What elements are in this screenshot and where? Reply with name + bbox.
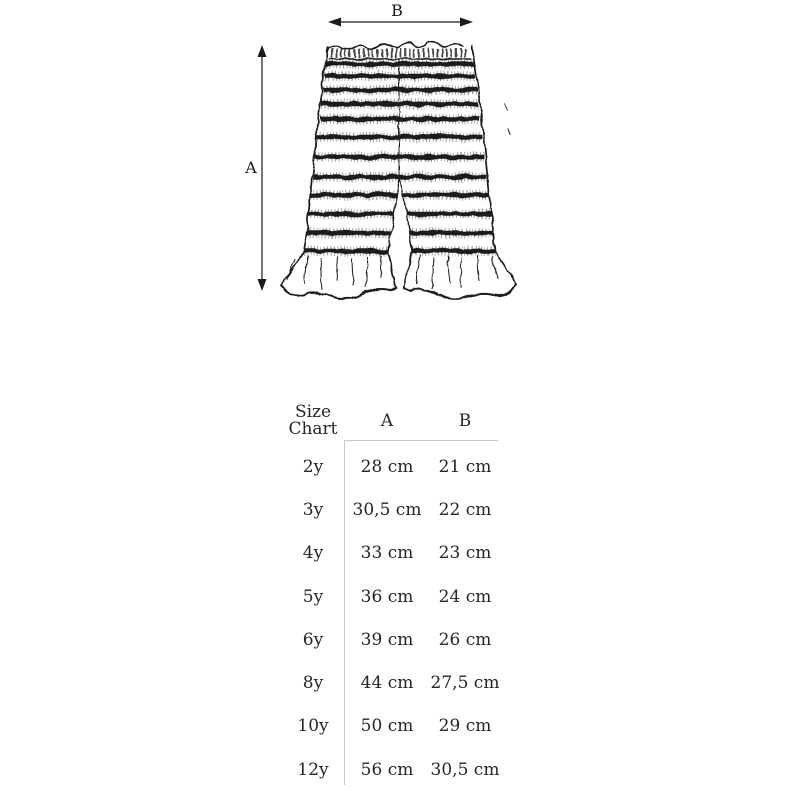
pants-illustration: [281, 42, 516, 299]
size-label: 4y: [302, 543, 324, 564]
size-label: 12y: [297, 759, 329, 780]
measure-a: 30,5 cm: [352, 499, 422, 520]
dimension-label-a: A: [245, 158, 257, 177]
pants-outline-right: [472, 46, 495, 251]
dimension-arrow-a: [258, 45, 267, 291]
measure-b: 21 cm: [438, 456, 492, 477]
column-header-b: B: [458, 411, 472, 431]
size-label: 10y: [297, 716, 329, 737]
measure-b: 24 cm: [438, 586, 492, 607]
measure-b: 23 cm: [438, 543, 492, 564]
measure-b: 29 cm: [438, 716, 492, 737]
measure-b: 22 cm: [438, 499, 492, 520]
table-row: [280, 661, 502, 704]
size-chart-title-line2: Chart: [288, 419, 338, 439]
table-row: [280, 532, 502, 575]
size-label: 5y: [302, 586, 324, 607]
measure-a: 28 cm: [360, 456, 414, 477]
measure-a: 44 cm: [360, 673, 414, 694]
measure-b: 26 cm: [438, 629, 492, 650]
table-row: [280, 705, 502, 748]
measure-a: 36 cm: [360, 586, 414, 607]
column-header-a: A: [380, 411, 394, 431]
sketch-accents: [505, 103, 510, 135]
table-body: [280, 445, 502, 791]
measure-a: 56 cm: [360, 759, 414, 780]
table-horizontal-rule: [344, 440, 498, 441]
measure-a: 50 cm: [360, 716, 414, 737]
pants-outline-left: [304, 47, 328, 251]
table-row: [280, 748, 502, 791]
measure-b: 27,5 cm: [430, 673, 500, 694]
table-row: [280, 618, 502, 661]
ruffle-right: [404, 251, 516, 299]
size-label: 2y: [302, 456, 324, 477]
size-label: 3y: [302, 499, 324, 520]
stripes-legs: [304, 195, 495, 251]
dimension-label-b: B: [391, 1, 403, 20]
measure-a: 39 cm: [360, 629, 414, 650]
size-chart-title-line1: Size: [294, 401, 332, 422]
table-row: [280, 445, 502, 488]
table-header-row: [280, 400, 502, 442]
size-label: 8y: [302, 673, 324, 694]
ruffle-left: [281, 251, 396, 299]
measure-a: 33 cm: [360, 543, 414, 564]
garment-diagram: [0, 0, 791, 360]
size-label: 6y: [302, 629, 324, 650]
size-chart-table: [280, 400, 502, 791]
size-chart-title: [280, 401, 346, 439]
table-row: [280, 575, 502, 618]
table-row: [280, 488, 502, 531]
table-vertical-rule: [344, 440, 345, 785]
measure-b: 30,5 cm: [430, 759, 500, 780]
stripes-upper: [313, 64, 487, 177]
